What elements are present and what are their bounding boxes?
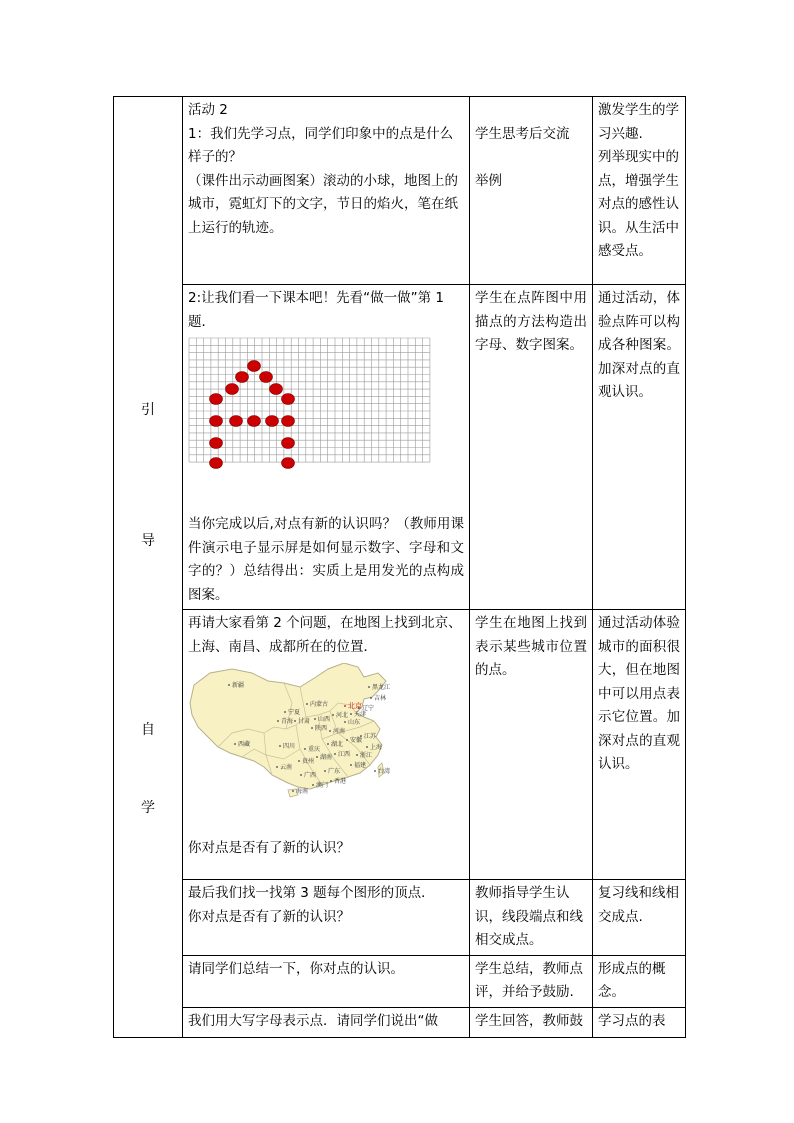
map-city-label: 安徽 <box>350 737 363 744</box>
row6-content <box>183 1007 470 1037</box>
map-city-label: 香港 <box>334 778 347 785</box>
grid-dot <box>248 416 261 427</box>
grid-dot <box>270 384 283 395</box>
row3-content <box>183 610 470 880</box>
map-city-label: 重庆 <box>308 746 321 753</box>
row6-text: 我们用大写字母表示点．请同学们说出“做 <box>188 1012 438 1029</box>
grid-dot <box>210 416 223 427</box>
map-city-label: 上海 <box>370 744 383 751</box>
row1-purpose-line2: 列举现实中的点，增强学生对点的感性认识。从生活中感受点。 <box>598 149 679 259</box>
city-marker <box>329 730 331 732</box>
map-city-label: 浙江 <box>360 752 373 759</box>
row3-student-text: 学生在地图上找到表示某些城市位置的点。 <box>475 615 587 678</box>
grid-dot <box>210 438 223 449</box>
city-marker <box>346 739 348 741</box>
city-marker <box>300 774 302 776</box>
row3-purpose-text: 通过活动体验城市的面积很大，但在地图中可以用点表示它位置。加深对点的直观认识。 <box>598 615 680 772</box>
row2-purpose-text: 通过活动，体验点阵可以构成各种图案。加深对点的直观认识。 <box>598 290 680 400</box>
row1-student-line1: 学生思考后交流 <box>475 126 570 142</box>
row3-question: 你对点是否有了新的认识？ <box>188 840 350 856</box>
row5-student <box>470 955 593 1007</box>
city-marker <box>276 766 278 768</box>
grid-dot <box>248 361 261 372</box>
map-city-label: 吉林 <box>374 695 387 702</box>
city-marker <box>344 721 346 723</box>
row1-purpose-line1: 激发学生的学习兴趣. <box>598 102 679 142</box>
grid-dot <box>230 416 243 427</box>
city-marker <box>356 754 358 756</box>
city-marker <box>277 720 279 722</box>
grid-dot <box>282 394 295 405</box>
dot-grid-figure <box>188 337 433 469</box>
map-city-label: 海南 <box>296 788 309 795</box>
map-city-label: 四川 <box>283 743 296 750</box>
row6-student-text: 学生回答，教师鼓 <box>475 1012 583 1029</box>
row1-question: 1：我们先学习点，同学们印象中的点是什么样子的？ <box>188 125 454 165</box>
row1-content <box>183 97 470 285</box>
row2-content <box>183 285 470 610</box>
map-city-label: 河南 <box>333 728 346 735</box>
city-marker <box>370 697 372 699</box>
row1-purpose <box>593 97 686 285</box>
map-city-label: 北京 <box>348 702 362 710</box>
map-city-label: 江西 <box>338 751 351 758</box>
map-city-label: 新疆 <box>232 682 245 689</box>
city-marker <box>374 770 376 772</box>
grid-dot <box>260 372 273 383</box>
city-marker <box>332 714 334 716</box>
grid-dot <box>226 384 239 395</box>
map-city-label: 湖南 <box>320 754 333 761</box>
row2-student-text: 学生在点阵图中用描点的方法构造出字母、数字图案。 <box>475 290 587 353</box>
row4-student-text: 教师指导学生认识，线段端点和线相交成点。 <box>475 885 583 948</box>
map-city-label: 山东 <box>348 719 361 726</box>
map-city-label: 黑龙江 <box>372 684 391 691</box>
map-city-label: 澳门 <box>316 782 329 789</box>
city-marker <box>360 735 362 737</box>
city-marker <box>324 770 326 772</box>
map-city-label: 贵州 <box>302 758 315 765</box>
city-marker <box>344 705 346 707</box>
row6-purpose <box>593 1007 686 1037</box>
grid-dot <box>266 416 279 427</box>
map-city-label: 台湾 <box>378 768 391 775</box>
map-city-label: 甘肃 <box>298 718 311 725</box>
row4-line1: 最后我们找一找第 3 题每个图形的顶点． <box>188 885 435 901</box>
row2-instruction: 2:让我们看一下课本吧！先看“做一做”第 1 题． <box>188 290 445 330</box>
grid-dot <box>282 416 295 427</box>
row5-text: 请同学们总结一下，你对点的认识。 <box>188 960 404 977</box>
grid-dot <box>236 372 249 383</box>
map-city-label: 天津 <box>354 711 367 718</box>
grid-dot <box>210 394 223 405</box>
row5-purpose <box>593 955 686 1007</box>
row2-student <box>470 285 593 610</box>
map-city-label: 云南 <box>280 764 293 771</box>
city-marker <box>298 760 300 762</box>
row4-student <box>470 880 593 956</box>
row5-student-text: 学生总结，教师点评，并给予鼓励. <box>475 960 583 1000</box>
row2-purpose <box>593 285 686 610</box>
city-marker <box>228 684 230 686</box>
city-marker <box>316 756 318 758</box>
grid-dot <box>282 458 295 469</box>
map-city-label: 福建 <box>354 762 367 769</box>
city-marker <box>312 784 314 786</box>
row3-instruction: 再请大家看第 2 个问题，在地图上找到北京、上海、南昌、成都所在的位置． <box>188 615 462 655</box>
row3-student <box>470 610 593 880</box>
row5-purpose-text: 形成点的概念。 <box>598 960 666 1000</box>
map-city-label: 广东 <box>328 768 341 775</box>
city-marker <box>304 748 306 750</box>
side-label-dao: 导 <box>141 533 155 549</box>
row6-purpose-text: 学习点的表 <box>598 1012 666 1029</box>
map-city-label: 山西 <box>318 716 331 723</box>
city-marker <box>368 686 370 688</box>
side-label-xue: 学 <box>141 800 155 816</box>
grid-dot <box>210 458 223 469</box>
row4-purpose-text: 复习线和线相交成点. <box>598 885 679 925</box>
row1-description: （课件出示动画图案）滚动的小球，地图上的城市，霓虹灯下的文字，节日的焰火，笔在纸上运行的轨迹。 <box>188 172 458 236</box>
map-city-label: 青海 <box>281 718 294 725</box>
activity-title: 活动 2 <box>188 102 228 118</box>
city-marker <box>234 743 236 745</box>
city-marker <box>306 703 308 705</box>
city-marker <box>330 780 332 782</box>
map-city-label: 内蒙古 <box>310 701 329 708</box>
city-marker <box>350 713 352 715</box>
map-city-label: 河北 <box>336 712 349 719</box>
row5-content <box>183 955 470 1007</box>
city-marker <box>334 753 336 755</box>
city-marker <box>294 720 296 722</box>
china-map-figure <box>188 663 412 801</box>
map-city-label: 湖北 <box>331 741 344 748</box>
city-marker <box>314 718 316 720</box>
map-city-label: 陕西 <box>315 725 328 732</box>
row6-student <box>470 1007 593 1037</box>
row4-purpose <box>593 880 686 956</box>
side-label-column <box>114 97 183 1038</box>
map-city-label: 江苏 <box>364 733 377 740</box>
map-city-label: 辽宁 <box>362 705 375 712</box>
row2-summary: 当你完成以后,对点有新的认识吗？（教师用课件演示电子显示屏是如何显示数字、字母和文字的？）总结得出：实质上是用发光的点构成图案。 <box>188 516 464 603</box>
row1-student-line2: 举例 <box>475 172 502 189</box>
side-label-yin: 引 <box>141 402 155 418</box>
map-city-label: 宁夏 <box>288 709 301 716</box>
row3-purpose <box>593 610 686 880</box>
grid-dot <box>282 438 295 449</box>
city-marker <box>311 727 313 729</box>
city-marker <box>284 711 286 713</box>
map-city-label: 西藏 <box>238 741 251 748</box>
city-marker <box>350 764 352 766</box>
city-marker <box>366 746 368 748</box>
city-marker <box>279 745 281 747</box>
city-marker <box>327 743 329 745</box>
map-city-label: 广西 <box>304 772 317 779</box>
row4-content <box>183 880 470 956</box>
lesson-table <box>113 96 686 1038</box>
row1-student <box>470 97 593 285</box>
row4-line2: 你对点是否有了新的认识？ <box>188 908 350 925</box>
city-marker <box>292 790 294 792</box>
side-label-zi: 自 <box>141 722 155 738</box>
